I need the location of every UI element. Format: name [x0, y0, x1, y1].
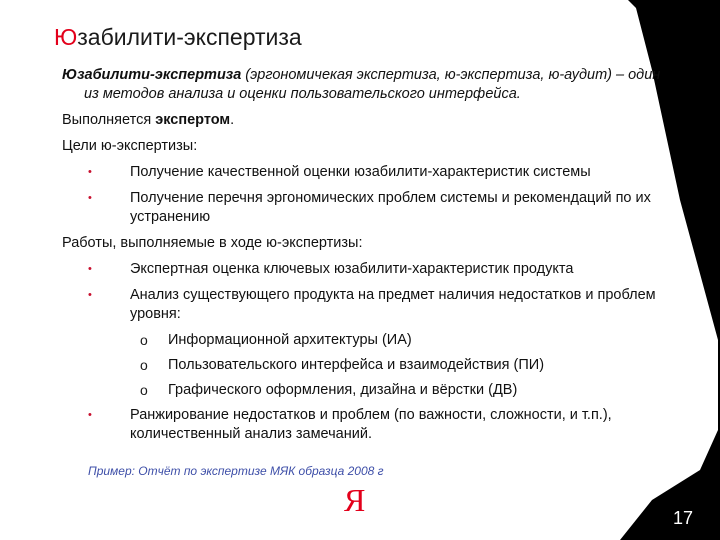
works-heading: Работы, выполняемые в ходе ю-экспертизы: — [62, 235, 363, 251]
level-text: Пользовательского интерфейса и взаимодействия (ПИ) — [168, 357, 545, 373]
slide-body — [62, 66, 662, 451]
work-text: Анализ существующего продукта на предмет наличия недостатков и проблем уровня: — [130, 287, 656, 322]
performer-bold: экспертом — [155, 112, 231, 128]
circle-bullet-icon: o — [140, 332, 148, 348]
bullet-icon: • — [88, 166, 92, 178]
level-item — [62, 331, 662, 350]
level-text: Графического оформления, дизайна и вёрстки (ДВ) — [168, 382, 518, 398]
bullet-icon: • — [88, 192, 92, 204]
circle-bullet-icon: o — [140, 382, 148, 398]
goals-heading: Цели ю-экспертизы: — [62, 138, 198, 154]
slide-title — [54, 24, 302, 51]
work-item — [62, 260, 662, 279]
intro-term: Юзабилити-экспертиза — [62, 67, 242, 83]
goal-item — [62, 163, 662, 182]
level-item — [62, 356, 662, 375]
bullet-icon: • — [88, 263, 92, 275]
yandex-logo: Я — [344, 482, 366, 518]
title-text: забилити-экспертиза — [77, 24, 302, 50]
circle-bullet-icon: o — [140, 357, 148, 373]
performer-line — [62, 111, 662, 130]
example-link[interactable]: Пример: Отчёт по экспертизе МЯК образца 2008 г — [88, 464, 384, 478]
intro-paragraph — [62, 66, 662, 104]
title-accent-letter: Ю — [54, 24, 78, 50]
work-item — [62, 406, 662, 444]
goal-item — [62, 189, 662, 227]
performer-suffix: . — [230, 112, 235, 128]
page-number: 17 — [673, 508, 694, 528]
bullet-icon: • — [88, 289, 92, 301]
goal-text: Получение качественной оценки юзабилити-характеристик системы — [130, 164, 591, 180]
intro-definition: (эргономичекая экспертиза, ю-экспертиза, ю-аудит) – один из методов анализа и оценки пользовательского интерфейса. — [84, 67, 661, 102]
work-text: Экспертная оценка ключевых юзабилити-характеристик продукта — [130, 261, 574, 277]
performer-prefix: Выполняется — [62, 112, 156, 128]
work-item — [62, 286, 662, 324]
level-text: Информационной архитектуры (ИА) — [168, 332, 412, 348]
level-item — [62, 381, 662, 400]
work-text: Ранжирование недостатков и проблем (по важности, сложности, и т.п.), количественный анализ замечаний. — [130, 407, 612, 442]
bullet-icon: • — [88, 409, 92, 421]
goal-text: Получение перечня эргономических проблем системы и рекомендаций по их устранению — [130, 190, 651, 225]
